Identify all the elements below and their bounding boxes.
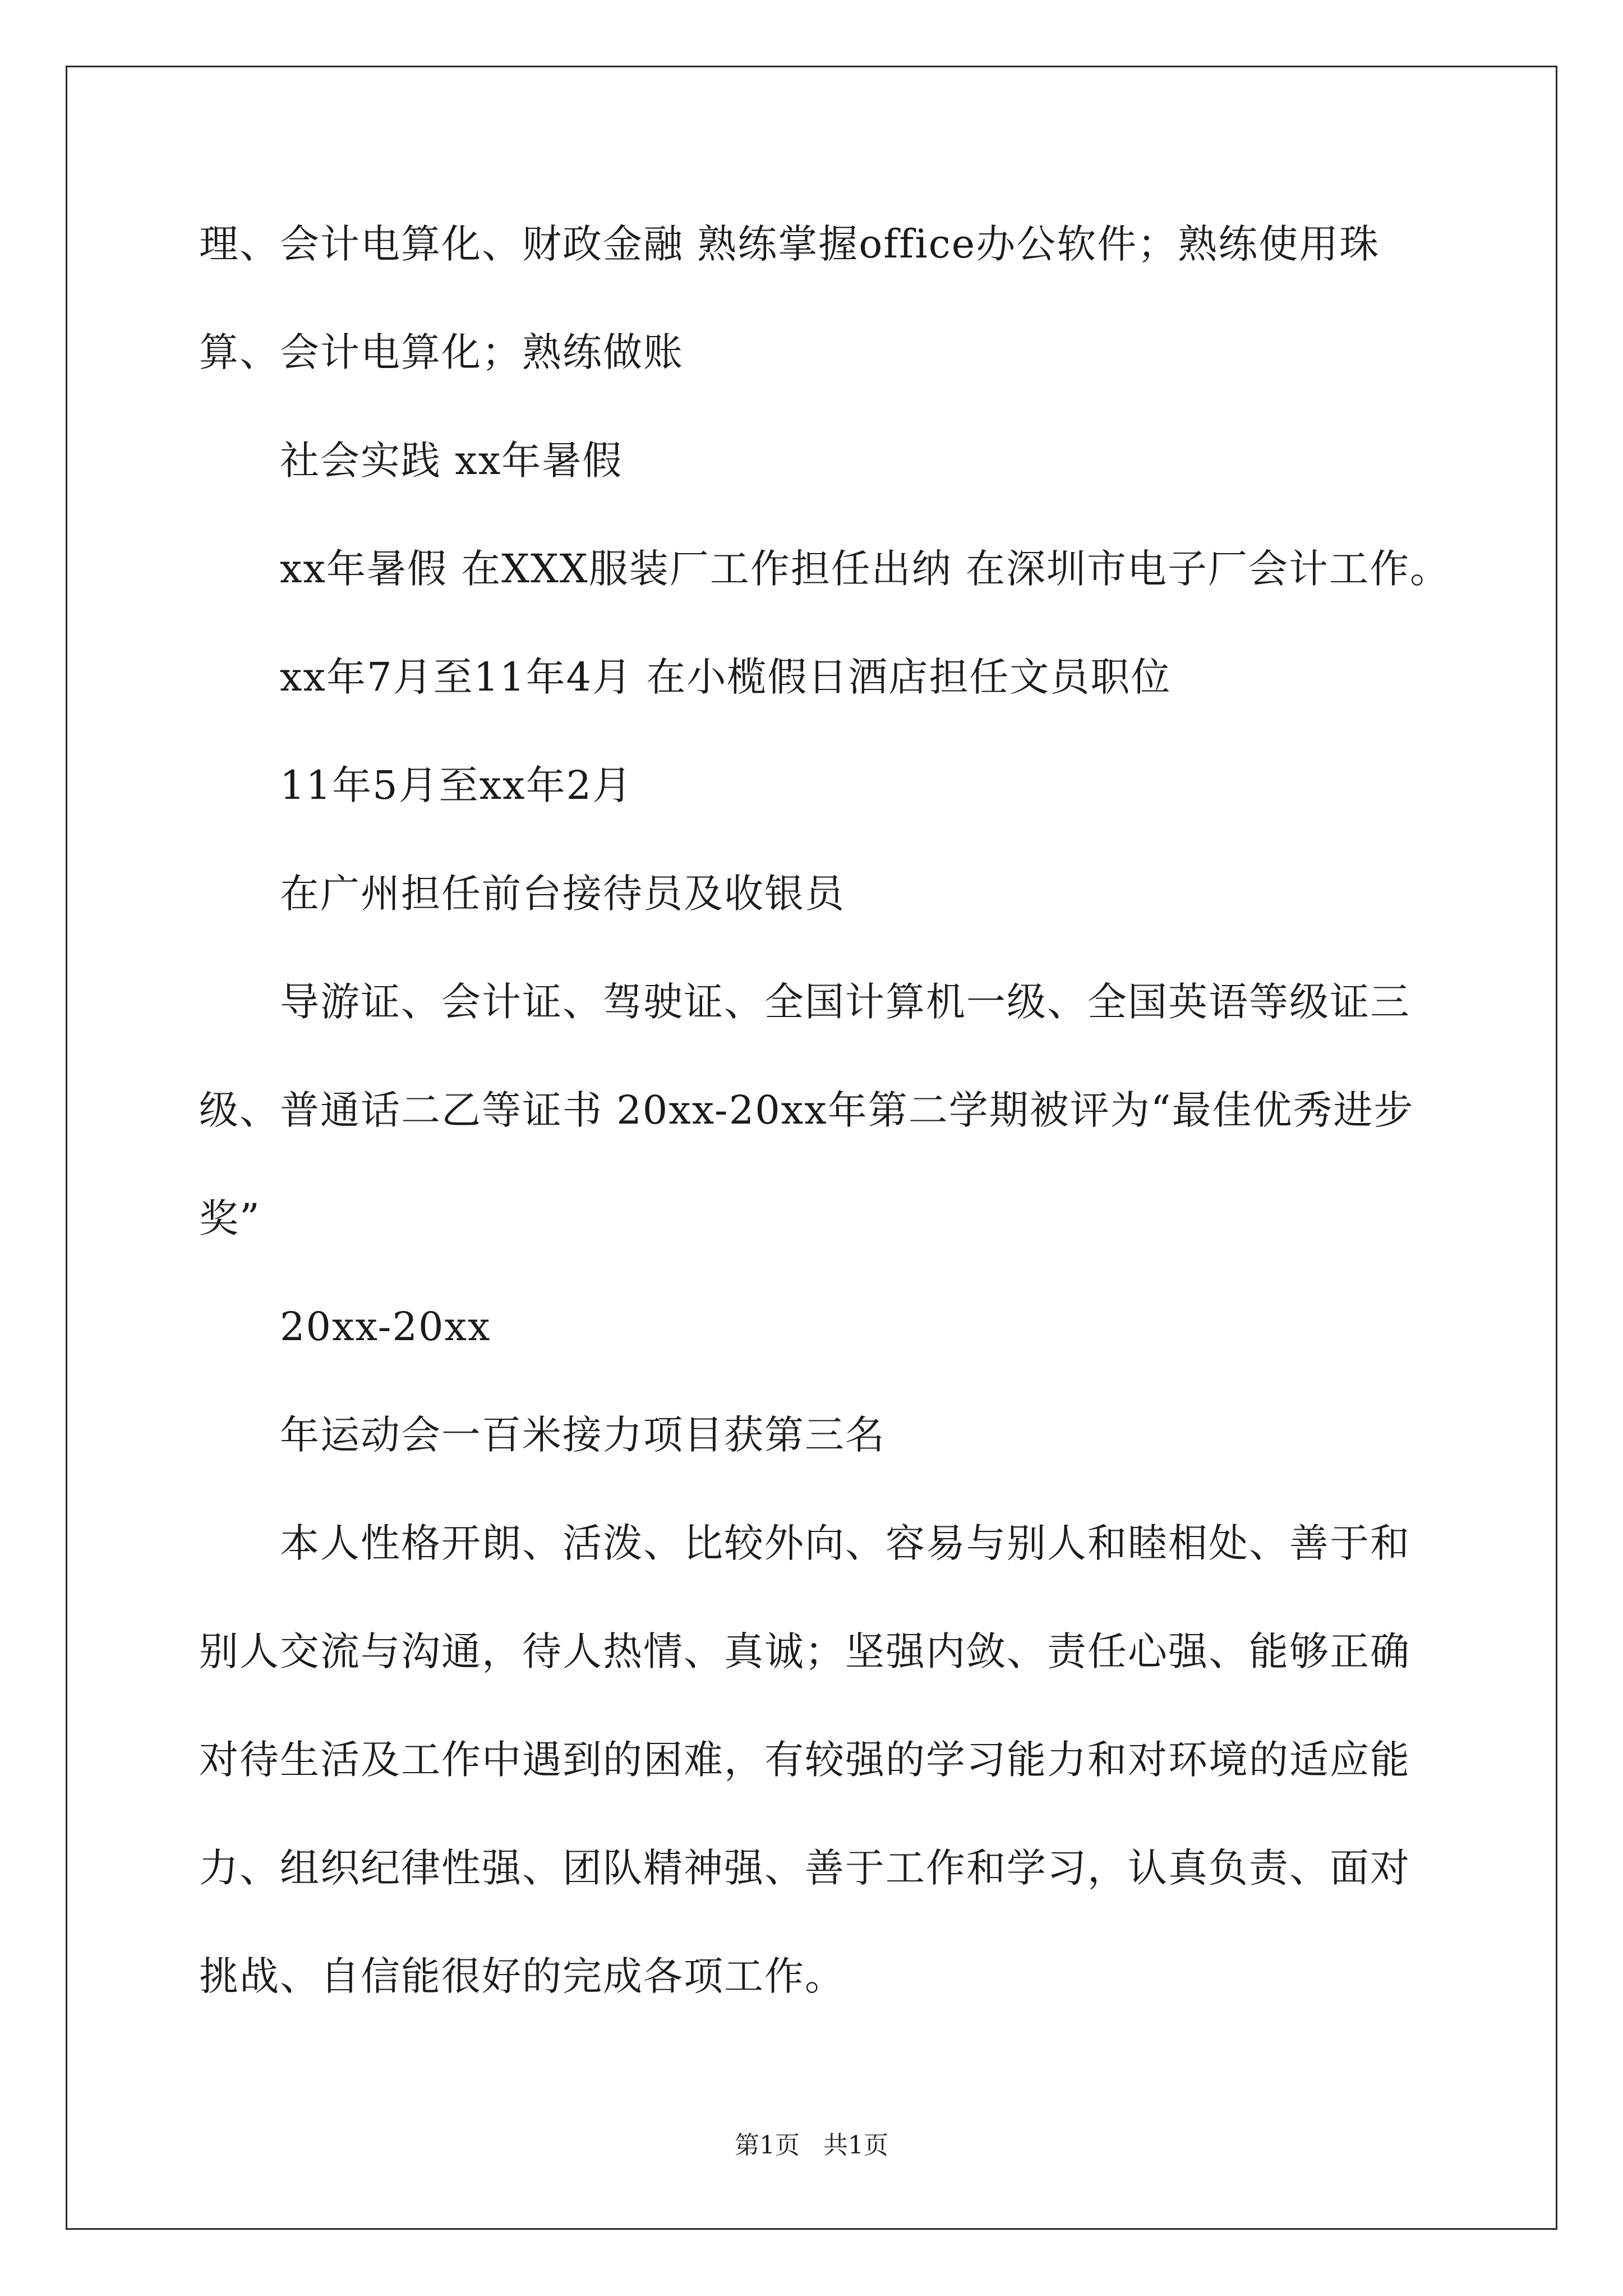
text-line: 理、会计电算化、财政金融 熟练掌握office办公软件；熟练使用珠 <box>199 221 1380 267</box>
text-line: xx年暑假 在XXX服装厂工作担任出纳 在深圳市电子厂会计工作。 <box>280 546 1450 592</box>
text-line: 本人性格开朗、活泼、比较外向、容易与别人和睦相处、善于和 <box>280 1520 1410 1566</box>
page-border <box>66 66 1557 2230</box>
text-line: 20xx-20xx <box>280 1304 491 1350</box>
text-line: xx年7月至11年4月 在小榄假日酒店担任文员职位 <box>280 654 1172 700</box>
text-line: 在广州担任前台接待员及收银员 <box>280 871 845 917</box>
text-line: 级、普通话二乙等证书 20xx-20xx年第二学期被评为“最佳优秀进步 <box>199 1087 1414 1133</box>
text-line: 挑战、自信能很好的完成各项工作。 <box>199 1953 845 1999</box>
text-line: 对待生活及工作中遇到的困难，有较强的学习能力和对环境的适应能 <box>199 1737 1410 1783</box>
text-line: 11年5月至xx年2月 <box>280 762 633 808</box>
text-line: 年运动会一百米接力项目获第三名 <box>280 1412 886 1458</box>
text-line: 社会实践 xx年暑假 <box>280 438 623 484</box>
page-number-footer: 第1页 共1页 <box>735 2131 888 2160</box>
text-line: 别人交流与沟通，待人热情、真诚；坚强内敛、责任心强、能够正确 <box>199 1628 1410 1674</box>
text-line: 力、组织纪律性强、团队精神强、善于工作和学习，认真负责、面对 <box>199 1845 1410 1891</box>
text-line: 导游证、会计证、驾驶证、全国计算机一级、全国英语等级证三 <box>280 979 1410 1025</box>
text-line: 奖” <box>199 1195 261 1241</box>
text-line: 算、会计电算化；熟练做账 <box>199 329 684 375</box>
